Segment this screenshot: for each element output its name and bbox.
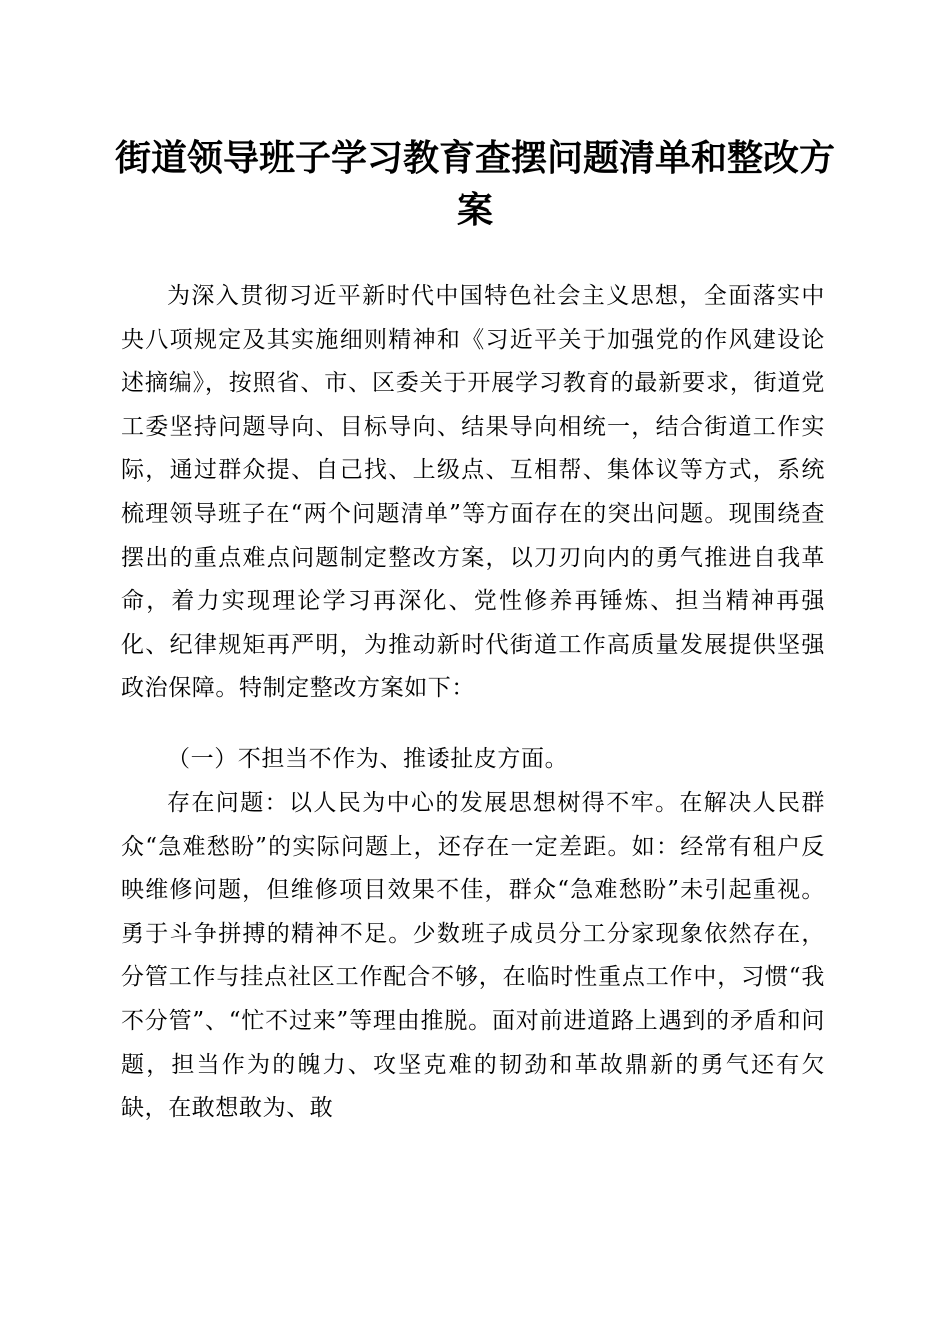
section-heading: （一）不担当不作为、推诿扯皮方面。 <box>167 746 569 772</box>
document-title: 街道领导班子学习教育查摆问题清单和整改方案 <box>114 137 835 231</box>
intro-paragraph: 为深入贯彻习近平新时代中国特色社会主义思想，全面落实中央八项规定及其实施细则精神和《习近平关于加强党的作风建设论述摘编》，按照省、市、区委关于开展学习教育的最新要求，街道党工委坚持问题导向、目标导向、结果导向相统一，结合街道工作实际，通过群众提、自己找、上级点、互相帮、集体议等方式，系统梳理领导班子在“两个问题清单”等方面存在的突出问题。现围绕查摆出的重点难点问题制定整改方案，以刀刃向内的勇气推进自我革命，着力实现理论学习再深化、党性修养再锤炼、担当精神再强化、纪律规矩再严明，为推动新时代街道工作高质量发展提供坚强政治保障。特制定整改方案如下： <box>121 283 825 702</box>
section-paragraph: 存在问题：以人民为中心的发展思想树得不牢。在解决人民群众“急难愁盼”的实际问题上，还存在一定差距。如：经常有租户反映维修问题，但维修项目效果不佳，群众“急难愁盼”未引起重视。勇于斗争拼搏的精神不足。少数班子成员分工分家现象依然存在，分管工作与挂点社区工作配合不够，在临时性重点工作中，习惯“我不分管”、“忙不过来”等理由推脱。面对前进道路上遇到的矛盾和问题，担当作为的魄力、攻坚克难的韧劲和革故鼎新的勇气还有欠缺，在敢想敢为、敢 <box>121 790 825 1122</box>
